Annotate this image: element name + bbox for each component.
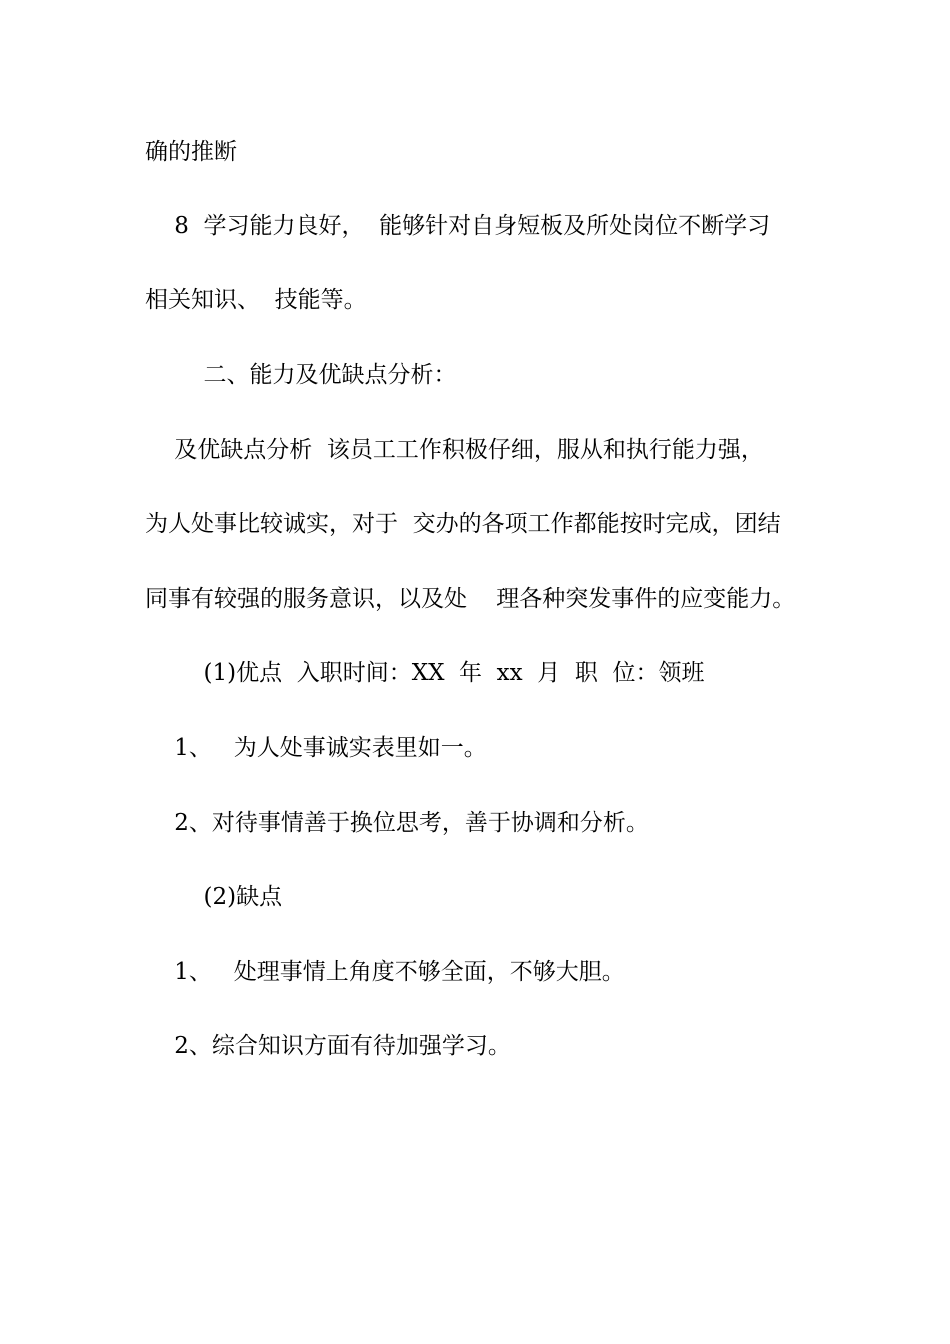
strength-item-1: 1、 为人处事诚实表里如一。 (145, 735, 487, 761)
text-line-7: 同事有较强的服务意识，以及处 理各种突发事件的应变能力。 (145, 586, 796, 612)
text-line-2: 8 学习能力良好， 能够针对自身短板及所处岗位不断学习 (145, 213, 771, 239)
weaknesses-heading: (2)缺点 (145, 884, 283, 910)
text-line-3: 相关知识、 技能等。 (145, 287, 367, 313)
strengths-heading: (1)优点 入职时间：XX 年 xx 月 职 位：领班 (145, 660, 705, 686)
section-heading: 二、能力及优缺点分析： (145, 362, 457, 388)
strength-item-2: 2、对待事情善于换位思考，善于协调和分析。 (145, 810, 649, 836)
weakness-item-2: 2、综合知识方面有待加强学习。 (145, 1033, 511, 1059)
text-line-5: 及优缺点分析 该员工工作积极仔细，服从和执行能力强， (145, 437, 764, 463)
text-line-6: 为人处事比较诚实，对于 交办的各项工作都能按时完成，团结 (145, 511, 781, 537)
text-line-1: 确的推断 (145, 139, 237, 165)
weakness-item-1: 1、 处理事情上角度不够全面，不够大胆。 (145, 959, 625, 985)
